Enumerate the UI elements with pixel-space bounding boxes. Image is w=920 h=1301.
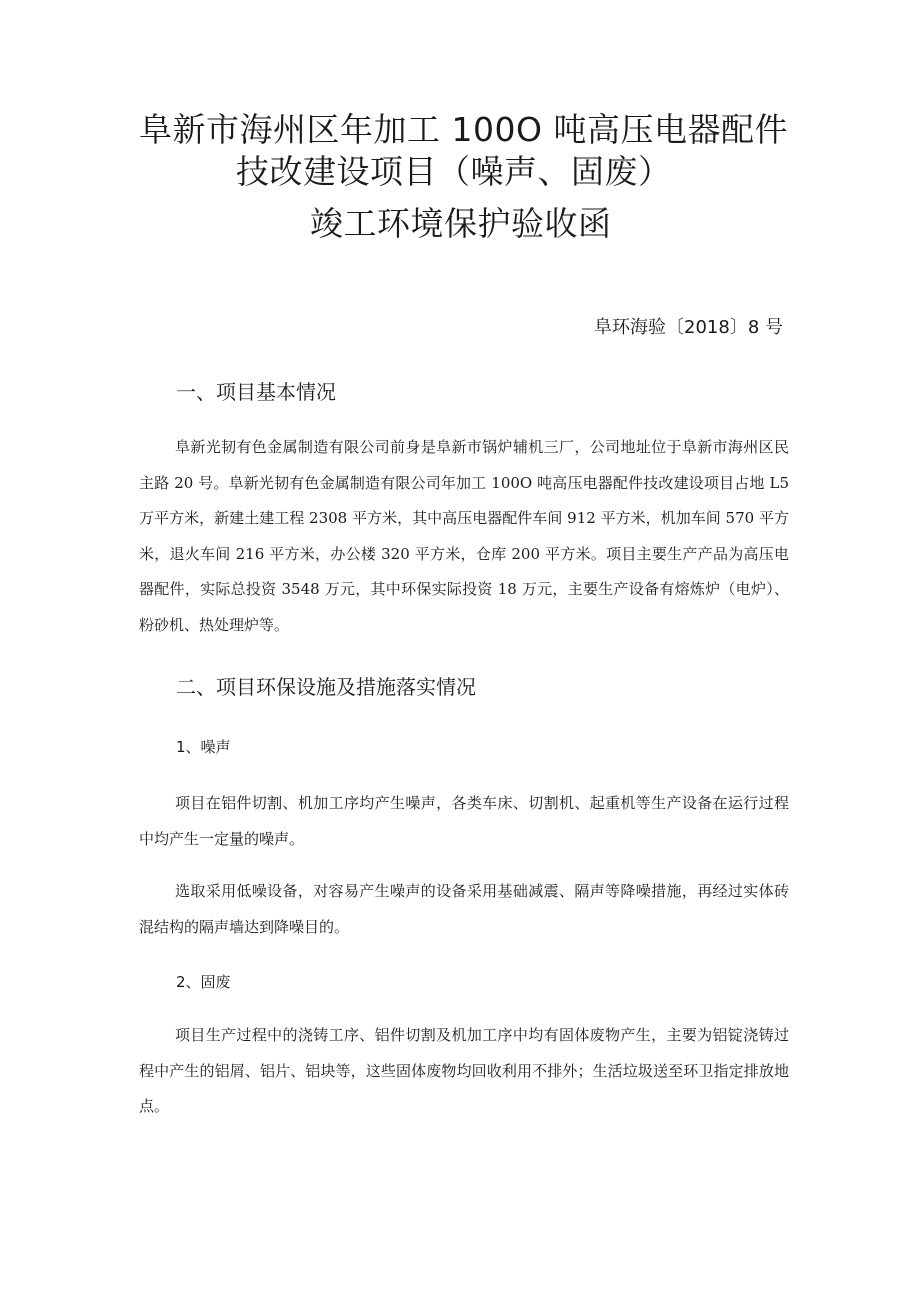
noise-paragraph-1: 项目在铝件切割、机加工序均产生噪声，各类车床、切割机、起重机等生产设备在运行过程中均产生一定量的噪声。 [139,794,789,848]
document-number: 阜环海验〔2018〕8 号 [594,317,783,338]
section-1-paragraph: 阜新光韧有色金属制造有限公司前身是阜新市锅炉辅机三厂，公司地址位于阜新市海州区民主路 20 号。阜新光韧有色金属制造有限公司年加工 100O 吨高压电器配件技改建设项目占地 L5 万平方米，新建土建工程 2308 平方米，其中高压电器配件车间 912 平方米，机加车间 570 平方米，退火车间 216 平方米，办公楼 320 平方米，仓库 200 平方米。项目主要生产产品为高压电器配件，实际总投资 3548 万元，其中环保实际投资 18 万元，主要生产设备有熔炼炉（电炉）、粉砂机、热处理炉等。 [139,438,789,634]
title-line-2: 技改建设项目（噪声、固废） [236,152,672,191]
solid-waste-heading: 2、固废 [176,973,231,991]
solid-waste-paragraph-1: 项目生产过程中的浇铸工序、铝件切割及机加工序中均有固体废物产生，主要为铝锭浇铸过程中产生的铝屑、铝片、铝块等，这些固体废物均回收利用不排外；生活垃圾送至环卫指定排放地点。 [139,1026,789,1115]
title-line-1: 阜新市海州区年加工 100O 吨高压电器配件 [139,110,788,149]
section-2-heading: 二、项目环保设施及措施落实情况 [176,675,476,699]
title-line-3: 竣工环境保护验收函 [310,204,612,243]
section-1-heading: 一、项目基本情况 [176,380,336,404]
noise-paragraph-2: 选取采用低噪设备，对容易产生噪声的设备采用基础减震、隔声等降噪措施，再经过实体砖混结构的隔声墙达到降噪目的。 [139,882,789,936]
noise-heading: 1、噪声 [176,738,231,756]
